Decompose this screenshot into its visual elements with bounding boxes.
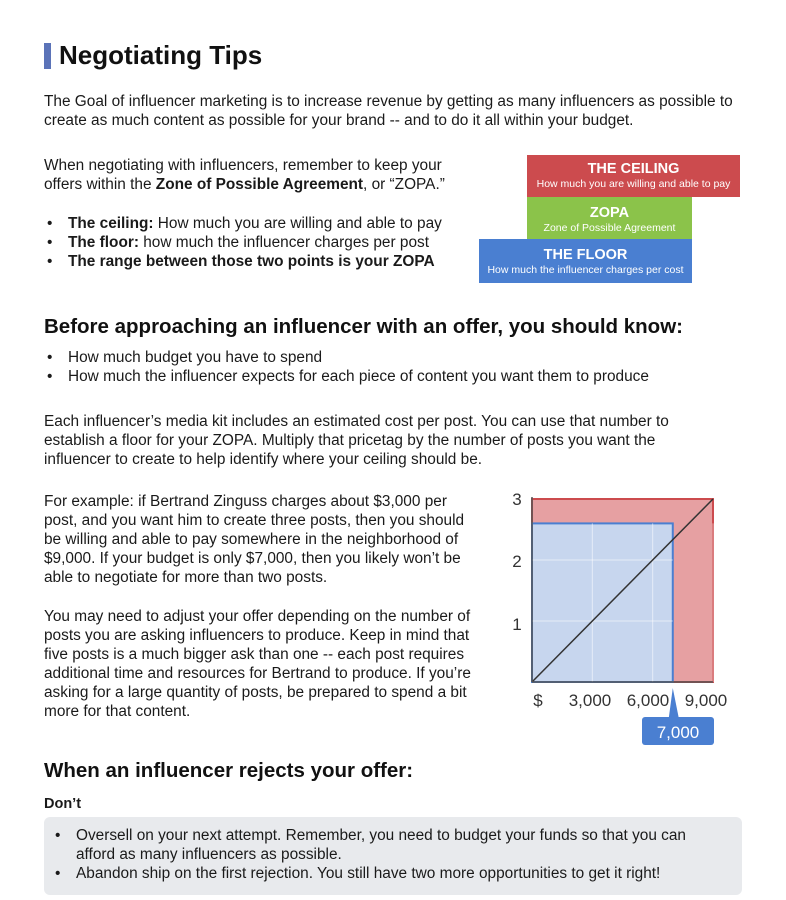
adjust-line: You may need to adjust your offer depending on the number of <box>44 608 471 625</box>
ceiling-subtitle: How much you are willing and able to pay <box>536 178 731 190</box>
zopa-bullet-list <box>44 214 484 271</box>
zopa-intro-line2 <box>44 175 484 194</box>
dont-line: afford as many influencers as possible. <box>76 846 342 863</box>
dont-label: Don’t <box>44 796 82 812</box>
bullet-bold: The floor: <box>68 234 139 251</box>
title-accent-bar <box>44 43 51 69</box>
x-tick-labels <box>533 691 727 710</box>
adjust-line: five posts is a much bigger ask than one -- each post requires <box>44 646 465 663</box>
zopa-title: ZOPA <box>589 205 630 221</box>
dont-bullet-list <box>52 826 742 883</box>
callout-label: 7,000 <box>656 723 700 742</box>
zopa-box <box>527 197 692 239</box>
zopa-chart <box>500 485 745 750</box>
floor-title: THE FLOOR <box>543 247 628 263</box>
list-item <box>44 233 484 252</box>
adjust-paragraph <box>44 607 494 721</box>
x-tick-label: $ <box>533 691 543 710</box>
y-tick-label: 3 <box>512 490 522 509</box>
zopa-region <box>532 523 673 682</box>
list-item: • How much the influencer expects for each piece of content you want them to produce <box>44 367 744 386</box>
example-line: $9,000. If your budget is only $7,000, then you likely won’t be <box>44 550 461 567</box>
reject-heading: When an influencer rejects your offer: <box>44 759 414 782</box>
media-kit-paragraph <box>44 412 754 469</box>
floor-subtitle: How much the influencer charges per cost <box>487 264 684 276</box>
bullet-text: How much you are willing and able to pay <box>153 215 442 232</box>
x-tick-label: 6,000 <box>626 691 670 710</box>
zopa-intro-post: , or “ZOPA.” <box>363 176 445 193</box>
adjust-line: asking for a large quantity of posts, be prepared to spend a bit <box>44 684 467 701</box>
zopa-intro-line1: When negotiating with influencers, remember to keep your <box>44 157 442 174</box>
list-item <box>52 864 742 883</box>
list-item <box>52 826 742 864</box>
list-item <box>44 214 484 233</box>
example-line: able to negotiate for more than two posts. <box>44 569 328 586</box>
dont-line: • Abandon ship on the first rejection. You still have two more opportunities to get it right! <box>76 865 661 882</box>
example-line: post, and you want him to create three posts, then you should <box>44 512 465 529</box>
y-tick-label: 1 <box>512 615 522 634</box>
adjust-line: posts you are asking influencers to produce. Keep in mind that <box>44 627 470 644</box>
zopa-intro-bold: Zone of Possible Agreement <box>155 176 364 193</box>
media-kit-line: establish a floor for your ZOPA. Multiply that pricetag by the number of posts you want the <box>44 432 656 449</box>
list-item: • How much budget you have to spend <box>44 348 744 367</box>
bullet-bold: The ceiling: <box>68 215 154 232</box>
ceiling-box <box>527 155 740 197</box>
example-line: be willing and able to pay somewhere in the neighborhood of <box>44 531 459 548</box>
zopa-subtitle: Zone of Possible Agreement <box>543 222 676 234</box>
zopa-intro-pre: offers within the <box>44 176 156 193</box>
y-tick-label: 2 <box>512 552 522 571</box>
zopa-intro <box>44 156 484 194</box>
dont-line: • Oversell on your next attempt. Remember, you need to budget your funds so that you can <box>76 827 686 844</box>
know-heading: Before approaching an influencer with an offer, you should know: <box>44 315 683 338</box>
y-tick-labels <box>512 490 521 634</box>
media-kit-line: Each influencer’s media kit includes an estimated cost per post. You can use that number to <box>44 413 669 430</box>
ceiling-title: THE CEILING <box>587 161 680 177</box>
page-title <box>44 40 262 71</box>
bullet-bold: The range between those two points is your ZOPA <box>68 253 435 270</box>
adjust-line: more for that content. <box>44 703 191 720</box>
page-title-text: Negotiating Tips <box>59 40 263 70</box>
callout-arrow <box>669 688 679 718</box>
x-tick-label: 9,000 <box>684 691 728 710</box>
floor-box <box>479 239 692 283</box>
media-kit-line: influencer to create to help identify where your ceiling should be. <box>44 451 483 468</box>
intro-paragraph: The Goal of influencer marketing is to increase revenue by getting as many influencers as possible to create as much content as possible for your brand -- and to do it all within your budget. <box>44 93 733 129</box>
example-line: For example: if Bertrand Zinguss charges about $3,000 per <box>44 493 447 510</box>
adjust-line: additional time and resources for Bertrand to produce. If you’re <box>44 665 471 682</box>
bullet-text: how much the influencer charges per post <box>138 234 429 251</box>
example-paragraph <box>44 492 494 587</box>
list-item <box>44 252 484 271</box>
know-bullet-list <box>44 348 744 386</box>
x-tick-label: 3,000 <box>568 691 612 710</box>
